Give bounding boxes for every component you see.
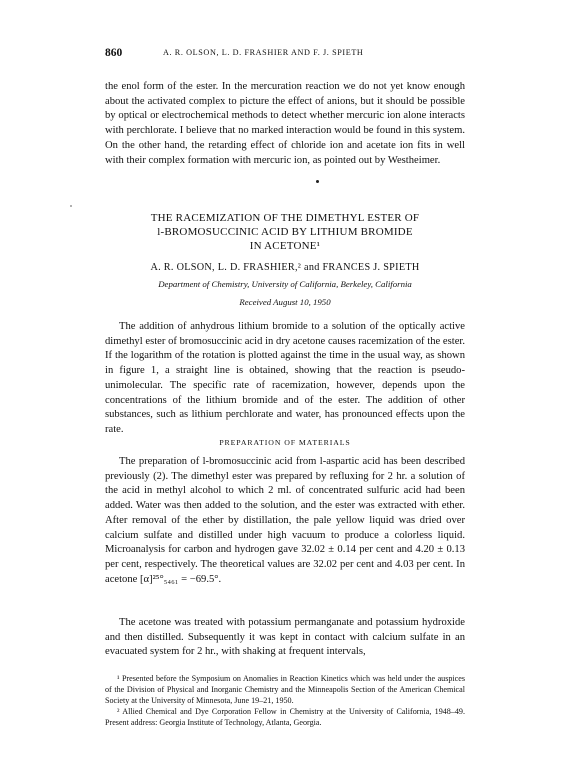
intro-paragraph [105,320,465,438]
title-line-2: l-BROMOSUCCINIC ACID BY LITHIUM BROMIDE [157,225,413,238]
page-number: 860 [105,47,123,59]
preparation-paragraph [105,455,465,587]
continuation-text: the enol form of the ester. In the mercuration reaction we do not yet know enough about the activated complex to picture the effect of anions, but it should be possible by optical or electrochemical methods to detect whether mercuric ion alone interacts with perchlorate. I believe that no marked interaction would be found in this system. On the other hand, the retarding effect of chloride ion and acetate ion fits in well with their complex formation with mercuric ion, as pointed out by Westheimer. [105,81,465,166]
page-header [105,47,465,61]
author-affiliation: Department of Chemistry, University of California, Berkeley, California [158,279,412,289]
acetone-paragraph [105,616,465,660]
acetone-text: The acetone was treated with potassium permanganate and potassium hydroxide and then distilled. Subsequently it was kept in contact with calcium sulfate in an evacuated system for 2 hr., with shaking at frequent intervals, [105,617,465,658]
section-heading: PREPARATION OF MATERIALS [219,438,351,447]
running-head: A. R. OLSON, L. D. FRASHIER AND F. J. SPIETH [163,48,364,57]
intro-text: The addition of anhydrous lithium bromide to a solution of the optically active dimethyl ester of bromosuccinic acid in dry acetone causes racemization of the ester. If the logarithm of the rotation is plotted against the time in the usual way, as shown in figure 1, a straight line is obtained, showing that the reaction is pseudo-unimolecular. The specific rate of racemization, however, depends upon the concentrations of the lithium bromide and of the ester. The addition of other substances, such as lithium perchlorate and water, has pronounced effects upon the rate. [105,321,465,435]
print-speck [316,180,319,183]
title-line-1: THE RACEMIZATION OF THE DIMETHYL ESTER OF [150,212,420,224]
print-speck-faint [70,205,72,207]
footnote-2: ² Allied Chemical and Dye Corporation Fellow in Chemistry at the University of California, 1948–49. Present address: Georgia Institute of Technology, Atlanta, Georgia. [105,707,465,727]
footnote-1: ¹ Presented before the Symposium on Anomalies in Reaction Kinetics which was held under the auspices of the Division of Physical and Inorganic Chemistry and the Minneapolis Section of the American Chemical Society at the University of Minnesota, June 19–21, 1950. [105,674,465,705]
received-date: Received August 10, 1950 [239,297,331,307]
footnotes [105,673,465,728]
article-title [105,212,465,253]
article-authors: A. R. OLSON, L. D. FRASHIER,² and FRANCES J. SPIETH [150,262,420,273]
continuation-paragraph [105,80,465,168]
title-line-3: IN ACETONE¹ [249,239,321,252]
preparation-text: The preparation of l-bromosuccinic acid from l-aspartic acid has been described previously (2). The dimethyl ester was prepared by refluxing for 2 hr. a solution of the acid in methyl alcohol to which 2 ml. of concentrated sulfuric acid had been added. Water was then added to the solution, and the ester was extracted with ether. After removal of the ether by distillation, the pale yellow liquid was dried over calcium sulfate and distilled under high vacuum to produce a colorless liquid. Microanalysis for carbon and hydrogen gave 32.02 ± 0.14 per cent and 4.20 ± 0.13 per cent, respectively. The theoretical values are 32.02 per cent and 4.03 per cent. In acetone [α]²⁵°₅₄₆₁ = −69.5°. [105,456,465,585]
